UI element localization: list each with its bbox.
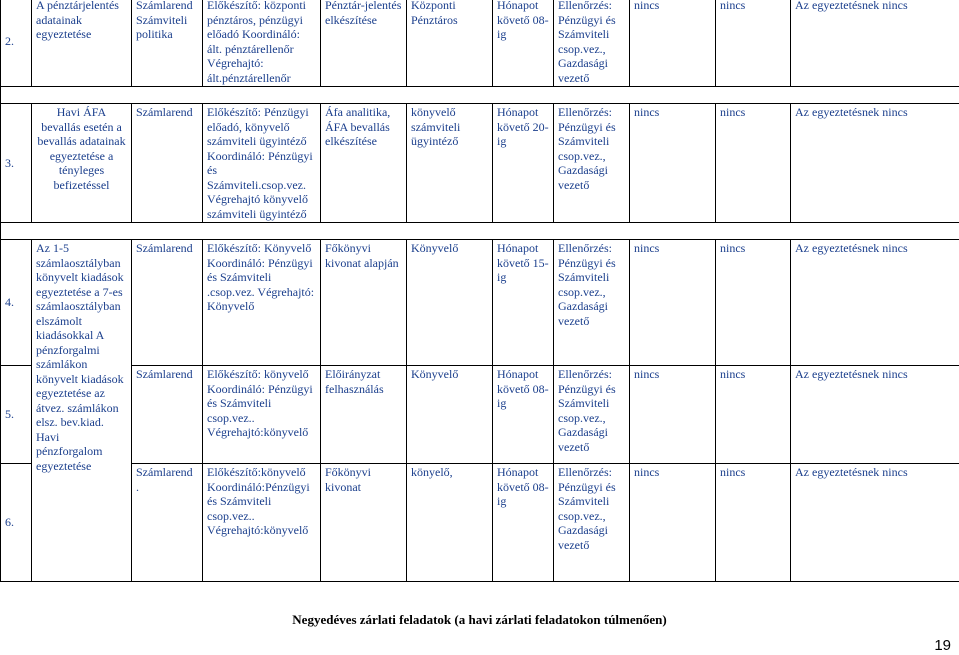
section-heading: Negyedéves zárlati feladatok (a havi zárlati feladatokon túlmenően) — [292, 612, 667, 627]
col10-cell: nincs — [716, 240, 791, 366]
source-cell: Könyvelő — [407, 240, 493, 366]
source-cell: könyelő, — [407, 464, 493, 582]
task-cell-merged: Az 1-5 számlaosztályban könyvelt kiadások egyeztetése a 7-es számlaosztályban elszámolt kiadásokkal A pénzforgalmi számlákon könyvelt kiadások egyeztetése az átvez. számlákon elsz. bev.kiad. Havi pénzforgalom egyeztetése — [32, 240, 132, 582]
table-row — [1, 104, 959, 223]
page-number: 19 — [934, 637, 951, 654]
col9-cell: nincs — [630, 240, 716, 366]
col11-cell: Az egyeztetésnek nincs — [791, 366, 959, 464]
col10-cell: nincs — [716, 104, 791, 223]
document-cell: Számlarend — [132, 104, 203, 223]
col11-cell: Az egyeztetésnek nincs — [791, 0, 959, 87]
deadline-cell: Hónapot követő 08-ig — [493, 0, 554, 87]
col10-cell: nincs — [716, 0, 791, 87]
output-cell: Előirányzat felhasználás — [321, 366, 407, 464]
row-number: 3. — [1, 104, 32, 223]
col9-cell: nincs — [630, 366, 716, 464]
task-cell: A pénztárjelentés adatainak egyeztetése — [32, 0, 132, 87]
task-cell: Havi ÁFA bevallás esetén a bevallás adatainak egyeztetése a tényleges befizetéssel — [32, 104, 132, 223]
table-row — [1, 464, 959, 582]
spacer — [1, 87, 959, 104]
row-number: 6. — [1, 464, 32, 582]
spacer-row — [1, 223, 959, 240]
responsibility-cell: Előkészítő: központi pénztáros, pénzügyi előadó Koordináló: ált. pénztárellenőr Végrehajtó: ált.pénztárellenőr — [203, 0, 321, 87]
source-cell: könyvelő számviteli ügyintéző — [407, 104, 493, 223]
table-row — [1, 240, 959, 366]
table-row — [1, 366, 959, 464]
source-cell: Könyvelő — [407, 366, 493, 464]
output-cell: Pénztár-jelentés elkészítése — [321, 0, 407, 87]
col10-cell: nincs — [716, 366, 791, 464]
col9-cell: nincs — [630, 104, 716, 223]
output-cell: Főkönyvi kivonat — [321, 464, 407, 582]
col11-cell: Az egyeztetésnek nincs — [791, 104, 959, 223]
deadline-cell: Hónapot követő 20-ig — [493, 104, 554, 223]
document-cell: Számlarend . — [132, 464, 203, 582]
output-cell: Főkönyvi kivonat alapján — [321, 240, 407, 366]
control-cell: Ellenőrzés: Pénzügyi és Számviteli csop.vez., Gazdasági vezető — [554, 104, 630, 223]
control-cell: Ellenőrzés: Pénzügyi és Számviteli csop.vez., Gazdasági vezető — [554, 240, 630, 366]
row-number: 5. — [1, 366, 32, 464]
deadline-cell: Hónapot követő 08-ig — [493, 464, 554, 582]
table-row — [1, 0, 959, 87]
control-cell: Ellenőrzés: Pénzügyi és Számviteli csop.vez., Gazdasági vezető — [554, 464, 630, 582]
output-cell: Áfa analitika, ÁFA bevallás elkészítése — [321, 104, 407, 223]
responsibility-cell: Előkészítő: Könyvelő Koordináló: Pénzügyi és Számviteli .csop.vez. Végrehajtó: Könyvelő — [203, 240, 321, 366]
col9-cell: nincs — [630, 0, 716, 87]
control-cell: Ellenőrzés: Pénzügyi és Számviteli csop.vez., Gazdasági vezető — [554, 0, 630, 87]
row-number: 4. — [1, 240, 32, 366]
source-cell: Központi Pénztáros — [407, 0, 493, 87]
responsibility-cell: Előkészítő:könyvelő Koordináló:Pénzügyi és Számviteli csop.vez.. Végrehajtó:könyvelő — [203, 464, 321, 582]
col10-cell: nincs — [716, 464, 791, 582]
document-cell: Számlarend — [132, 366, 203, 464]
spacer — [1, 223, 959, 240]
deadline-cell: Hónapot követő 15-ig — [493, 240, 554, 366]
col9-cell: nincs — [630, 464, 716, 582]
document-cell: Számlarend Számviteli politika — [132, 0, 203, 87]
responsibility-cell: Előkészítő: Pénzügyi előadó, könyvelő számviteli ügyintéző Koordináló: Pénzügyi és Számviteli.csop.vez. Végrehajtó könyvelő számviteli ügyintéző — [203, 104, 321, 223]
responsibility-cell: Előkészítő: könyvelő Koordináló: Pénzügyi és Számviteli csop.vez.. Végrehajtó:könyvelő — [203, 366, 321, 464]
row-number: 2. — [1, 0, 32, 87]
document-cell: Számlarend — [132, 240, 203, 366]
spacer-row — [1, 87, 959, 104]
deadline-cell: Hónapot követő 08-ig — [493, 366, 554, 464]
control-cell: Ellenőrzés: Pénzügyi és Számviteli csop.vez., Gazdasági vezető — [554, 366, 630, 464]
col11-cell: Az egyeztetésnek nincs — [791, 464, 959, 582]
col11-cell: Az egyeztetésnek nincs — [791, 240, 959, 366]
